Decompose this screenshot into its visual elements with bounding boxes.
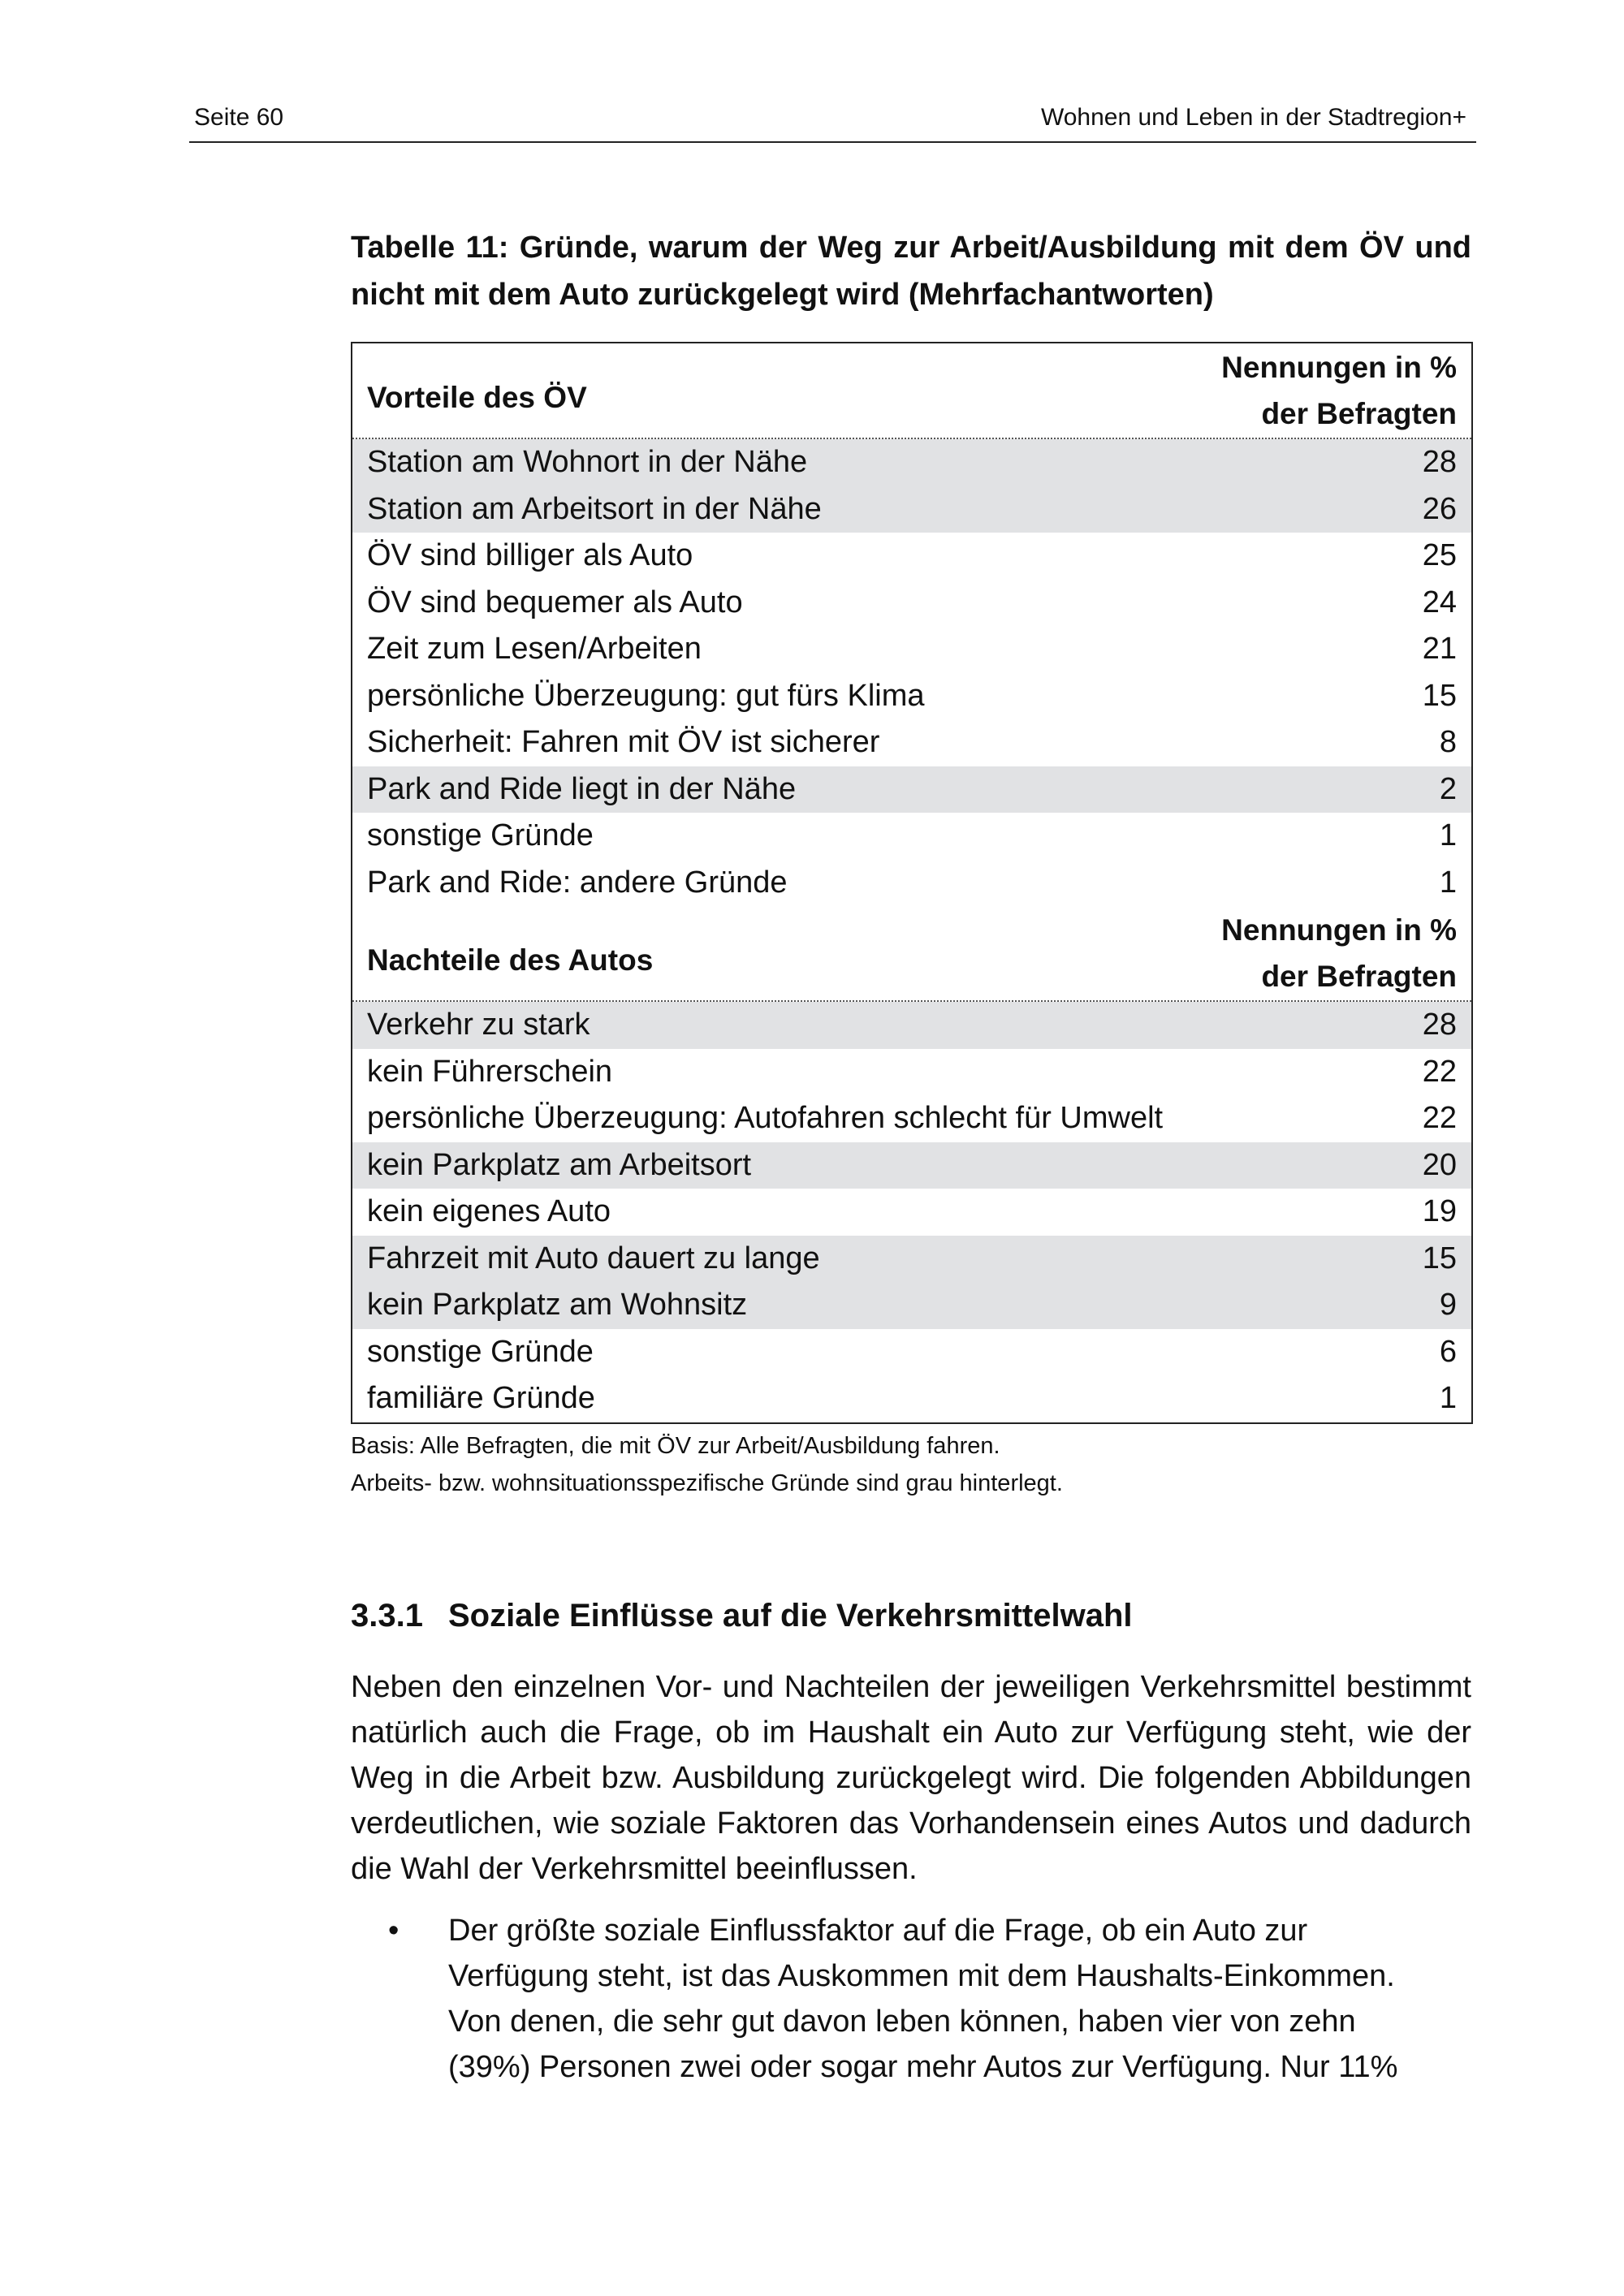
table-caption: Tabelle 11: Gründe, warum der Weg zur Arbeit/Ausbildung mit dem ÖV und nicht mit dem Auto zurückgelegt wird (Mehrfachantworten) <box>351 231 1471 312</box>
row-value: 22 <box>1422 1054 1457 1089</box>
page-number: Seite 60 <box>194 104 284 131</box>
column-header-line1: Nennungen in % <box>1221 913 1457 947</box>
bullet-line: (39%) Personen zwei oder sogar mehr Autos zur Verfügung. Nur 11% <box>448 2050 1398 2084</box>
table-row <box>352 533 1471 580</box>
column-header-line2: der Befragten <box>1261 397 1457 430</box>
table-row <box>352 1049 1471 1096</box>
row-value: 25 <box>1422 538 1457 572</box>
row-value: 2 <box>1439 771 1457 806</box>
column-header <box>1221 343 1457 437</box>
row-label: Station am Arbeitsort in der Nähe <box>367 491 822 526</box>
row-value: 9 <box>1439 1288 1457 1322</box>
row-label: persönliche Überzeugung: Autofahren schlecht für Umwelt <box>367 1101 1164 1135</box>
column-header-line1: Nennungen in % <box>1221 351 1457 384</box>
bullet-text <box>448 1908 1471 2090</box>
table-row <box>352 1002 1471 1049</box>
table-row <box>352 580 1471 627</box>
section-label: Nachteile des Autos <box>367 943 654 977</box>
row-value: 6 <box>1439 1334 1457 1369</box>
table-row <box>352 1282 1471 1329</box>
bullet-line: Von denen, die sehr gut davon leben können, haben vier von zehn <box>448 2005 1356 2039</box>
row-label: kein Führerschein <box>367 1054 613 1089</box>
row-value: 28 <box>1422 1008 1457 1042</box>
row-label: kein eigenes Auto <box>367 1194 611 1228</box>
row-label: ÖV sind billiger als Auto <box>367 538 693 572</box>
row-value: 8 <box>1439 725 1457 759</box>
table-notes <box>351 1427 1063 1502</box>
table-row <box>352 1329 1471 1376</box>
table-row <box>352 439 1471 486</box>
page-header <box>189 101 1476 143</box>
row-value: 15 <box>1422 678 1457 713</box>
body-paragraph: Neben den einzelnen Vor- und Nachteilen der jeweiligen Verkehrsmittel bestimmt natürlich auch die Frage, ob im Haushalt ein Auto zur Verfügung steht, wie der Weg in die Arbeit bzw. Ausbildung zurückgelegt wird. Die folgenden Abbildungen verdeutlichen, wie soziale Faktoren das Vorhandensein eines Autos und dadurch die Wahl der Verkehrsmittel beeinflussen. <box>351 1670 1471 1886</box>
table-row <box>352 813 1471 860</box>
row-label: Station am Wohnort in der Nähe <box>367 445 808 479</box>
table-row <box>352 1095 1471 1142</box>
row-label: sonstige Gründe <box>367 818 594 852</box>
table-row <box>352 1236 1471 1283</box>
row-value: 1 <box>1439 865 1457 900</box>
bullet-icon: • <box>388 1914 400 1948</box>
table-row <box>352 1142 1471 1189</box>
document-title: Wohnen und Leben in der Stadtregion+ <box>1040 104 1466 131</box>
table-row <box>352 766 1471 814</box>
row-value: 1 <box>1439 818 1457 852</box>
row-value: 26 <box>1422 491 1457 526</box>
section-heading <box>351 1598 1133 1634</box>
table-row <box>352 1375 1471 1422</box>
row-value: 19 <box>1422 1194 1457 1228</box>
reasons-table <box>351 342 1473 1424</box>
row-label: sonstige Gründe <box>367 1334 594 1369</box>
table-row <box>352 626 1471 673</box>
row-value: 20 <box>1422 1147 1457 1182</box>
row-label: Zeit zum Lesen/Arbeiten <box>367 632 702 666</box>
table-row <box>352 486 1471 533</box>
row-label: familiäre Gründe <box>367 1381 595 1415</box>
basis-note: Basis: Alle Befragten, die mit ÖV zur Arbeit/Ausbildung fahren. <box>351 1433 1000 1459</box>
row-value: 24 <box>1422 585 1457 619</box>
row-label: kein Parkplatz am Arbeitsort <box>367 1147 752 1182</box>
column-header-line2: der Befragten <box>1261 960 1457 993</box>
row-label: Fahrzeit mit Auto dauert zu lange <box>367 1241 820 1275</box>
table-row <box>352 673 1471 720</box>
row-label: Verkehr zu stark <box>367 1008 590 1042</box>
row-value: 15 <box>1422 1241 1457 1275</box>
row-label: persönliche Überzeugung: gut fürs Klima <box>367 678 925 713</box>
row-value: 28 <box>1422 445 1457 479</box>
row-label: Park and Ride liegt in der Nähe <box>367 771 797 806</box>
bullet-line: Der größte soziale Einflussfaktor auf die Frage, ob ein Auto zur <box>448 1914 1308 1948</box>
section-title: Soziale Einflüsse auf die Verkehrsmittelwahl <box>448 1598 1133 1634</box>
grey-hint-note: Arbeits- bzw. wohnsituationsspezifische Gründe sind grau hinterlegt. <box>351 1470 1063 1496</box>
section-number: 3.3.1 <box>351 1598 423 1634</box>
row-label: kein Parkplatz am Wohnsitz <box>367 1288 748 1322</box>
row-value: 1 <box>1439 1381 1457 1415</box>
table-row <box>352 719 1471 766</box>
section-label: Vorteile des ÖV <box>367 381 587 414</box>
section-header-oev <box>352 343 1471 439</box>
table-row <box>352 1189 1471 1236</box>
column-header <box>1221 906 1457 999</box>
row-value: 21 <box>1422 632 1457 666</box>
row-label: Park and Ride: andere Gründe <box>367 865 788 900</box>
table-row <box>352 860 1471 907</box>
bullet-line: Verfügung steht, ist das Auskommen mit dem Haushalts-Einkommen. <box>448 1959 1395 1993</box>
row-label: Sicherheit: Fahren mit ÖV ist sicherer <box>367 725 880 759</box>
section-header-auto <box>352 906 1471 1002</box>
row-value: 22 <box>1422 1101 1457 1135</box>
row-label: ÖV sind bequemer als Auto <box>367 585 743 619</box>
